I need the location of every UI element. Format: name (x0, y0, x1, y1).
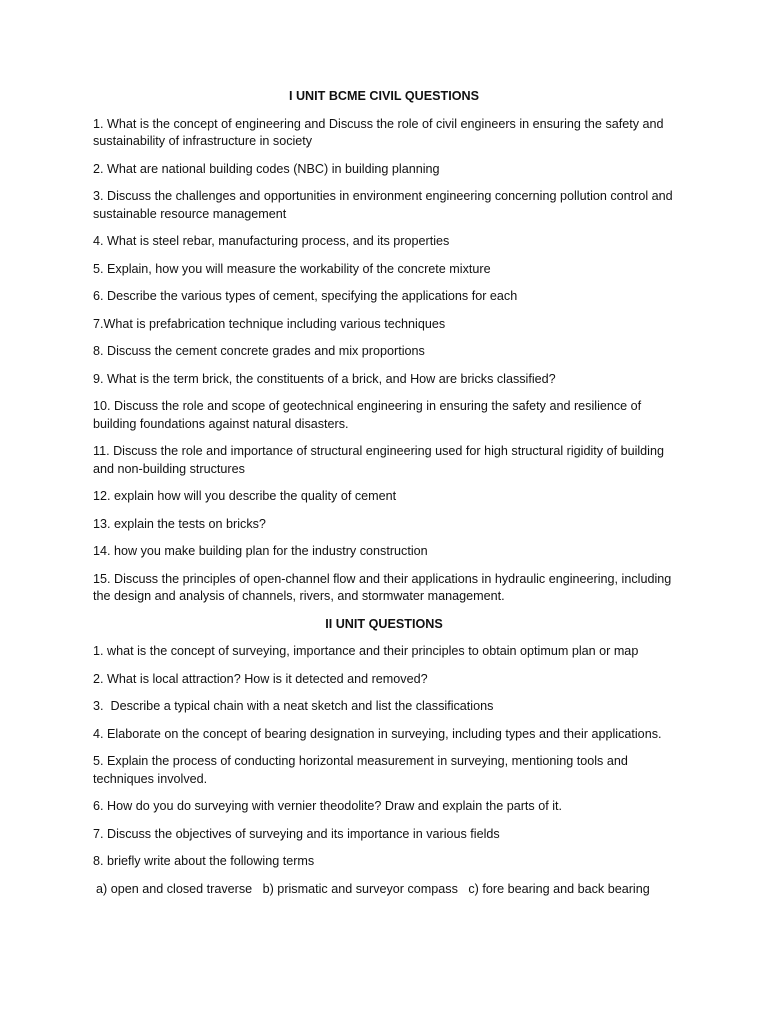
unit1-question-10: 10. Discuss the role and scope of geotechnical engineering in ensuring the safety and resilience of building foundations against natural disasters. (93, 399, 642, 431)
unit1-question-5: 5. Explain, how you will measure the workability of the concrete mixture (93, 261, 491, 276)
unit2-question-6: 6. How do you do surveying with vernier theodolite? Draw and explain the parts of it. (93, 799, 563, 813)
unit1-question-13: 13. explain the tests on bricks? (93, 516, 266, 531)
unit2-question-7: 7. Discuss the objectives of surveying and its importance in various fields (93, 826, 500, 841)
unit2-terms-line: a) open and closed traverse b) prismatic and surveyor compass c) fore bearing and back bearing (96, 881, 650, 896)
unit2-question-1: 1. what is the concept of surveying, importance and their principles to obtain optimum plan or map (93, 644, 639, 658)
unit1-question-11: 11. Discuss the role and importance of structural engineering used for high structural rigidity of building and non-building structures (93, 444, 664, 476)
unit2-question-5: 5. Explain the process of conducting horizontal measurement in surveying, mentioning tools and techniques involved. (93, 754, 628, 786)
unit1-question-1: 1. What is the concept of engineering and Discuss the role of civil engineers in ensuring the safety and sustainability of infrastructure in society (93, 116, 664, 148)
unit1-question-15: 15. Discuss the principles of open-channel flow and their applications in hydraulic engineering, including the design and analysis of channels, rivers, and stormwater management. (93, 571, 672, 603)
unit1-question-4: 4. What is steel rebar, manufacturing process, and its properties (93, 234, 450, 248)
unit1-question-12: 12. explain how will you describe the quality of cement (93, 489, 397, 503)
unit1-question-3: 3. Discuss the challenges and opportunities in environment engineering concerning pollution control and sustainable resource management (93, 189, 673, 221)
unit2-question-3: 3. Describe a typical chain with a neat sketch and list the classifications (93, 699, 494, 713)
unit2-question-8: 8. briefly write about the following terms (93, 854, 315, 868)
unit2-question-2: 2. What is local attraction? How is it detected and removed? (93, 671, 428, 686)
unit2-title: II UNIT QUESTIONS (325, 616, 443, 631)
unit1-question-8: 8. Discuss the cement concrete grades and mix proportions (93, 344, 425, 358)
unit1-title: I UNIT BCME CIVIL QUESTIONS (288, 89, 480, 103)
unit1-question-6: 6. Describe the various types of cement, specifying the applications for each (93, 289, 518, 303)
unit1-question-9: 9. What is the term brick, the constituents of a brick, and How are bricks classified? (93, 371, 556, 386)
unit1-question-14: 14. how you make building plan for the industry construction (93, 544, 428, 558)
document-page (93, 88, 675, 898)
unit2-question-4: 4. Elaborate on the concept of bearing designation in surveying, including types and their applications. (93, 726, 662, 741)
unit1-question-7: 7.What is prefabrication technique including various techniques (93, 316, 446, 331)
unit1-question-2: 2. What are national building codes (NBC) in building planning (93, 161, 440, 176)
